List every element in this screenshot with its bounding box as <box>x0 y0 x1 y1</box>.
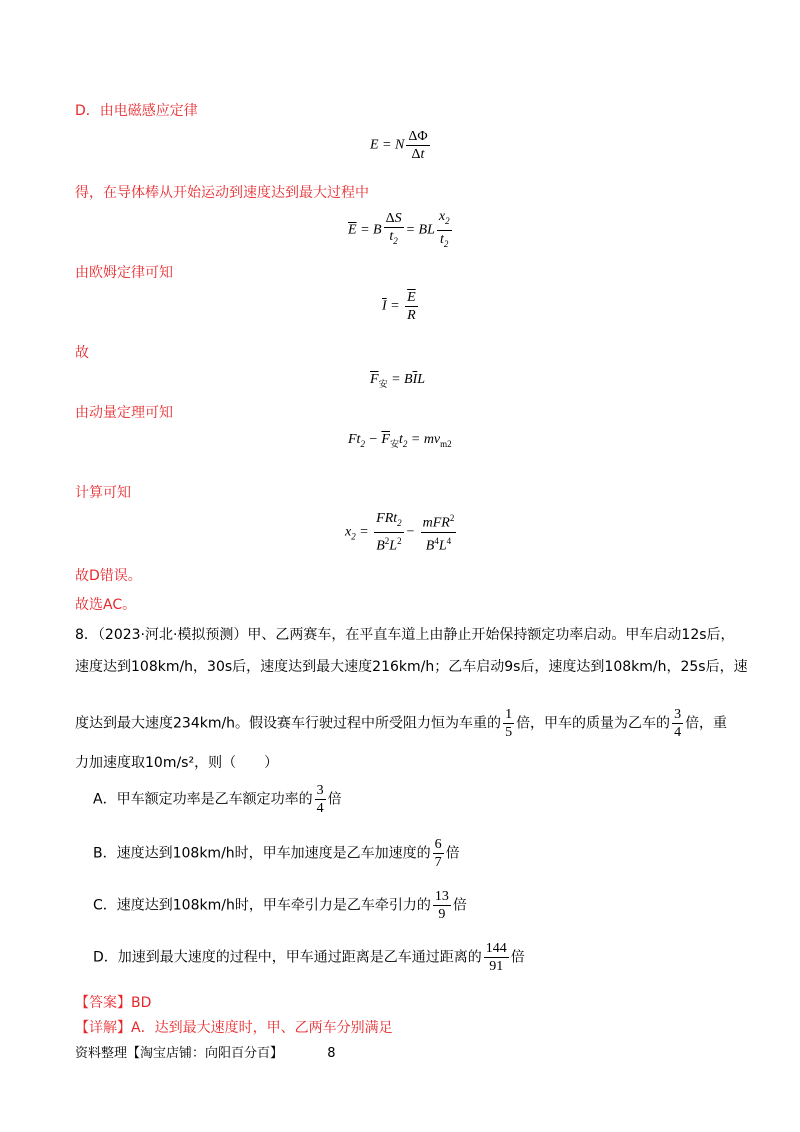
section-d-conclusion: 故D错误。 <box>75 568 142 584</box>
question-line-3a: 度达到最大速度234km/h。假设赛车行驶过程中所受阻力恒为车重的 <box>75 715 502 732</box>
section-d-heading: D．由电磁感应定律 <box>75 103 198 119</box>
question-line-1: 8．（2023·河北·模拟预测）甲、乙两赛车，在平直车道上由静止开始保持额定功率启动。甲车启动12s后， <box>75 627 735 643</box>
fraction-three-quarters: $\frac{3}{4}$ <box>674 707 682 740</box>
question-line-3b: 倍，甲车的质量为乙车的 <box>516 715 671 732</box>
question-line-2: 速度达到108km/h，30s后，速度达到最大速度216km/h；乙车启动9s后，速度达到108km/h，25s后，速 <box>75 659 748 675</box>
option-b: B．速度达到108km/h时，甲车加速度是乙车加速度的 $\frac{6}{7}$ 倍 <box>93 837 460 870</box>
question-line-3c: 倍，重 <box>685 715 728 732</box>
section-d-step1: 得，在导体棒从开始运动到速度达到最大过程中 <box>75 185 369 201</box>
section-d-choice: 故选AC。 <box>75 597 137 613</box>
section-d-step2: 由欧姆定律可知 <box>75 265 173 281</box>
option-a: A．甲车额定功率是乙车额定功率的 $\frac{3}{4}$ 倍 <box>93 783 342 816</box>
question-line-4: 力加速度取10m/s²，则（ ） <box>75 755 279 771</box>
option-c: C．速度达到108km/h时，甲车牵引力是乙车牵引力的 $\frac{13}{9}$ 倍 <box>93 889 467 922</box>
section-d-step3: 故 <box>75 345 89 361</box>
option-d: D．加速到最大速度的过程中，甲车通过距离是乙车通过距离的 $\frac{144}{91}$ 倍 <box>93 941 525 974</box>
equation-average-emf: $\overline{E} = B$ $\frac{\Delta S}{t_2}$ = BL $\frac{x_2}{t_2}$ <box>348 209 450 249</box>
equation-ampere-force: $\overline{F}_安 = B\overline{I}L$ <box>370 372 426 389</box>
equation-faraday: E = N $\frac{\Delta\Phi}{\Delta t}$ <box>370 129 428 162</box>
footer-text: 资料整理【淘宝店铺：向阳百分百】 <box>75 1046 284 1061</box>
detail-label: 【详解】A．达到最大速度时，甲、乙两车分别满足 <box>75 1020 393 1036</box>
equation-distance: $x_2$ = $\frac{FRt_2}{B^2L^2}$ − $\frac{mFR^2}{B^4L^4}$ <box>345 511 455 554</box>
fraction-one-fifth: $\frac{1}{5}$ <box>505 707 513 740</box>
answer-label: 【答案】BD <box>75 995 152 1011</box>
equation-ohm: $\overline{I}$ = $\frac{\overline{E}}{R}$ <box>382 290 416 323</box>
equation-momentum: $Ft_2 - \overline{F}_安t_2 = mv_{m2}$ <box>348 432 452 449</box>
section-d-step4: 由动量定理可知 <box>75 405 173 421</box>
section-d-step5: 计算可知 <box>75 485 131 501</box>
page-footer <box>75 1042 336 1061</box>
page-number: 8 <box>327 1046 336 1061</box>
question-line-3 <box>75 706 727 741</box>
